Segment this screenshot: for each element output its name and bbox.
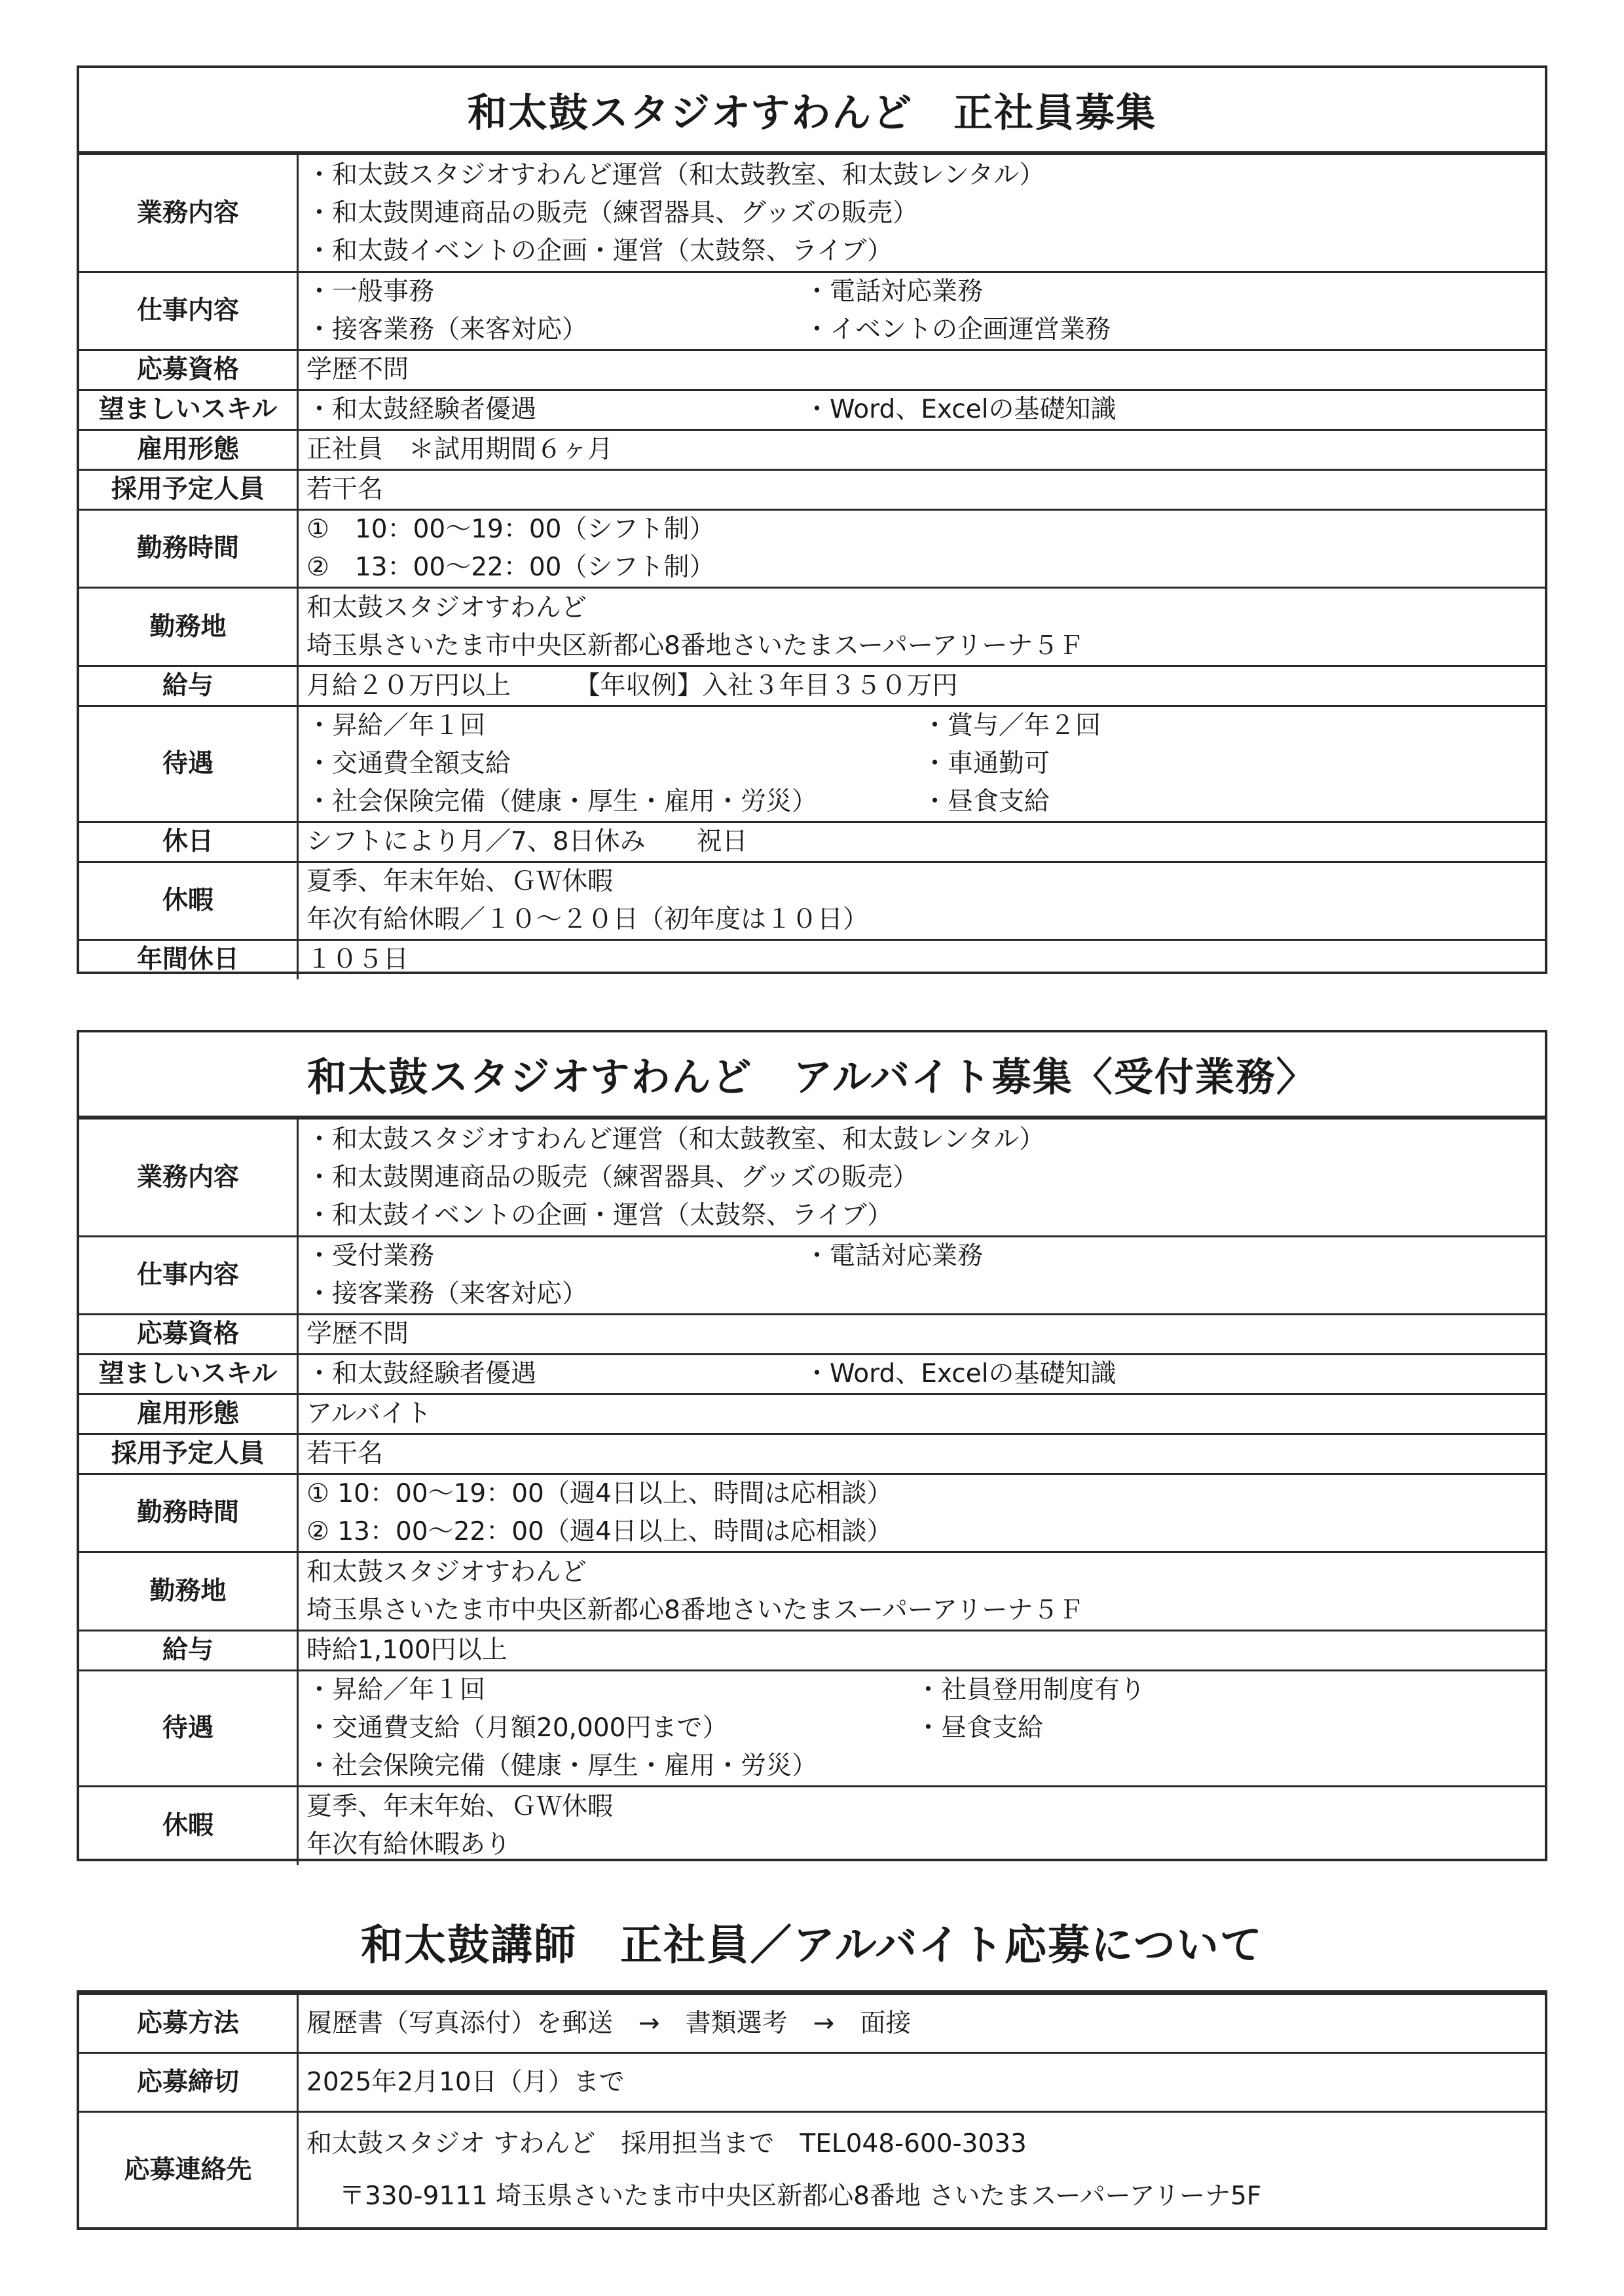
table-row <box>79 1552 1545 1631</box>
row-label: 仕事内容 <box>79 272 298 350</box>
application-table <box>79 1993 1545 2229</box>
fulltime-table <box>79 153 1545 979</box>
value-line: ・昼食支給 <box>922 787 1050 816</box>
row-label: 勤務地 <box>79 588 298 666</box>
row-label: 仕事内容 <box>79 1237 298 1315</box>
value-line: ・和太鼓イベントの企画・運営（太鼓祭、ライブ） <box>306 236 893 266</box>
row-label: 勤務時間 <box>79 510 298 588</box>
value-line: ② 13：00～22：00（シフト制） <box>306 553 715 582</box>
value-line: ・和太鼓イベントの企画・運営（太鼓祭、ライブ） <box>306 1200 893 1230</box>
value-line: ・交通費支給（月額20,000円まで） <box>306 1713 728 1743</box>
value-line: ・社会保険完備（健康・厚生・雇用・労災） <box>306 1751 818 1781</box>
row-label: 業務内容 <box>79 155 298 272</box>
value-line: 年次有給休暇／１０～２０日（初年度は１０日） <box>306 905 869 934</box>
fulltime-recruitment-section <box>77 65 1547 974</box>
row-label: 雇用形態 <box>79 1394 298 1434</box>
value-line: 和太鼓スタジオすわんど <box>306 592 587 623</box>
table-row <box>79 350 1545 390</box>
row-value: 履歴書（写真添付）を郵送 → 書類選考 → 面接 <box>298 1994 1545 2053</box>
row-value <box>298 390 1545 430</box>
row-value <box>298 1671 1545 1787</box>
application-section <box>77 1990 1547 2230</box>
row-label: 採用予定人員 <box>79 1434 298 1474</box>
parttime-recruitment-section <box>77 1030 1547 1861</box>
row-value: 時給1,100円以上 <box>298 1631 1545 1671</box>
row-value: 学歴不問 <box>298 350 1545 390</box>
table-row <box>79 862 1545 940</box>
value-line: ・電話対応業務 <box>804 277 984 306</box>
row-label: 応募方法 <box>79 1994 298 2053</box>
table-row <box>79 1237 1545 1315</box>
value-line: ① 10：00～19：00（シフト制） <box>306 515 715 544</box>
value-line: 夏季、年末年始、ＧＷ休暇 <box>306 1792 614 1822</box>
table-row <box>79 2112 1545 2229</box>
table-row <box>79 588 1545 666</box>
row-label: 給与 <box>79 1631 298 1671</box>
table-row <box>79 430 1545 470</box>
table-row <box>79 390 1545 430</box>
value-line: ・和太鼓スタジオすわんど運営（和太鼓教室、和太鼓レンタル） <box>306 1124 1045 1154</box>
row-value: 月給２０万円以上 【年収例】入社３年目３５０万円 <box>298 666 1545 706</box>
value-line <box>915 1747 1537 1785</box>
value-line: ・社会保険完備（健康・厚生・雇用・労災） <box>306 787 818 816</box>
value-line: ・Word、Excelの基礎知識 <box>804 1359 1116 1389</box>
table-row <box>79 272 1545 350</box>
value-line: ・昇給／年１回 <box>306 711 486 740</box>
row-value <box>298 706 1545 822</box>
row-value <box>298 862 1545 940</box>
table-row <box>79 1394 1545 1434</box>
row-value <box>298 1474 1545 1552</box>
row-label: 勤務時間 <box>79 1474 298 1552</box>
table-row <box>79 822 1545 862</box>
row-label: 待遇 <box>79 706 298 822</box>
row-value: 2025年2月10日（月）まで <box>298 2053 1545 2112</box>
row-value: アルバイト <box>298 1394 1545 1434</box>
row-value: 若干名 <box>298 470 1545 510</box>
row-value: １０５日 <box>298 940 1545 979</box>
value-line: ・一般事務 <box>306 277 435 306</box>
value-line: ・イベントの企画運営業務 <box>804 315 1111 344</box>
value-line: ・電話対応業務 <box>804 1241 984 1271</box>
parttime-table <box>79 1118 1545 1865</box>
address-line: 〒330-9111 埼玉県さいたま市中央区新都心8番地 さいたまスーパーアリーナ5F <box>339 2181 1262 2212</box>
table-row <box>79 1434 1545 1474</box>
row-value: 若干名 <box>298 1434 1545 1474</box>
value-line: ・車通勤可 <box>922 749 1050 778</box>
value-line: 年次有給休暇あり <box>306 1830 511 1860</box>
table-row <box>79 2053 1545 2112</box>
table-row <box>79 1671 1545 1787</box>
row-label: 応募資格 <box>79 1315 298 1355</box>
row-value <box>298 2112 1545 2229</box>
row-value <box>298 1355 1545 1394</box>
row-label: 雇用形態 <box>79 430 298 470</box>
value-line: ・接客業務（来客対応） <box>306 1279 588 1309</box>
table-row <box>79 1787 1545 1865</box>
value-line: ・和太鼓スタジオすわんど運営（和太鼓教室、和太鼓レンタル） <box>306 160 1045 190</box>
table-row <box>79 1315 1545 1355</box>
value-line: ・和太鼓経験者優遇 <box>306 1359 537 1389</box>
table-row <box>79 1355 1545 1394</box>
value-line: ① 10：00～19：00（週4日以上、時間は応相談） <box>306 1479 893 1508</box>
row-value <box>298 1787 1545 1865</box>
row-label: 給与 <box>79 666 298 706</box>
table-row <box>79 940 1545 979</box>
row-label: 望ましいスキル <box>79 1355 298 1394</box>
application-heading: 和太鼓講師 正社員／アルバイト応募について <box>361 1922 1263 1970</box>
value-line: ・和太鼓経験者優遇 <box>306 395 537 424</box>
value-line: ・交通費全額支給 <box>306 749 511 778</box>
row-value <box>298 1119 1545 1237</box>
table-row <box>79 1474 1545 1552</box>
row-label: 勤務地 <box>79 1552 298 1631</box>
table-row <box>79 1994 1545 2053</box>
row-value <box>298 155 1545 272</box>
value-line: ・昇給／年１回 <box>306 1675 486 1705</box>
section-title: 和太鼓スタジオすわんど アルバイト募集〈受付業務〉 <box>79 1032 1545 1118</box>
value-line: ・昼食支給 <box>915 1713 1044 1743</box>
value-line: ・和太鼓関連商品の販売（練習器具、グッズの販売） <box>306 1162 919 1192</box>
row-label: 採用予定人員 <box>79 470 298 510</box>
value-line: ・受付業務 <box>306 1241 435 1271</box>
row-value <box>298 588 1545 666</box>
row-value <box>298 1237 1545 1315</box>
row-label: 年間休日 <box>79 940 298 979</box>
row-label: 待遇 <box>79 1671 298 1787</box>
value-line: ・接客業務（来客対応） <box>306 315 588 344</box>
row-label: 応募締切 <box>79 2053 298 2112</box>
value-line: ② 13：00～22：00（週4日以上、時間は応相談） <box>306 1517 893 1546</box>
table-row <box>79 510 1545 588</box>
section-title: 和太鼓スタジオすわんど 正社員募集 <box>79 68 1545 153</box>
row-label: 望ましいスキル <box>79 390 298 430</box>
row-value <box>298 272 1545 350</box>
row-value: シフトにより月／7、8日休み 祝日 <box>298 822 1545 862</box>
row-label: 休暇 <box>79 1787 298 1865</box>
value-line: ・社員登用制度有り <box>915 1675 1146 1705</box>
value-line <box>804 1275 1537 1313</box>
table-row <box>79 470 1545 510</box>
table-row <box>79 1119 1545 1237</box>
row-value: 学歴不問 <box>298 1315 1545 1355</box>
value-line: 埼玉県さいたま市中央区新都心8番地さいたまスーパーアリーナ５Ｆ <box>306 630 1084 661</box>
table-row <box>79 666 1545 706</box>
contact-line: 和太鼓スタジオ すわんど 採用担当まで TEL048-600-3033 <box>306 2129 1027 2159</box>
value-line: ・Word、Excelの基礎知識 <box>804 395 1116 424</box>
value-line: ・賞与／年２回 <box>922 711 1101 740</box>
value-line: 夏季、年末年始、ＧＷ休暇 <box>306 867 614 896</box>
row-label: 応募資格 <box>79 350 298 390</box>
table-row <box>79 706 1545 822</box>
row-value <box>298 510 1545 588</box>
row-value <box>298 1552 1545 1631</box>
value-line: 埼玉県さいたま市中央区新都心8番地さいたまスーパーアリーナ５Ｆ <box>306 1595 1084 1625</box>
row-label: 休暇 <box>79 862 298 940</box>
value-line: ・和太鼓関連商品の販売（練習器具、グッズの販売） <box>306 198 919 228</box>
row-label: 休日 <box>79 822 298 862</box>
row-value: 正社員 ＊試用期間６ヶ月 <box>298 430 1545 470</box>
value-line: 和太鼓スタジオすわんど <box>306 1557 587 1587</box>
row-label: 応募連絡先 <box>79 2112 298 2229</box>
table-row <box>79 1631 1545 1671</box>
row-label: 業務内容 <box>79 1119 298 1237</box>
table-row <box>79 155 1545 272</box>
